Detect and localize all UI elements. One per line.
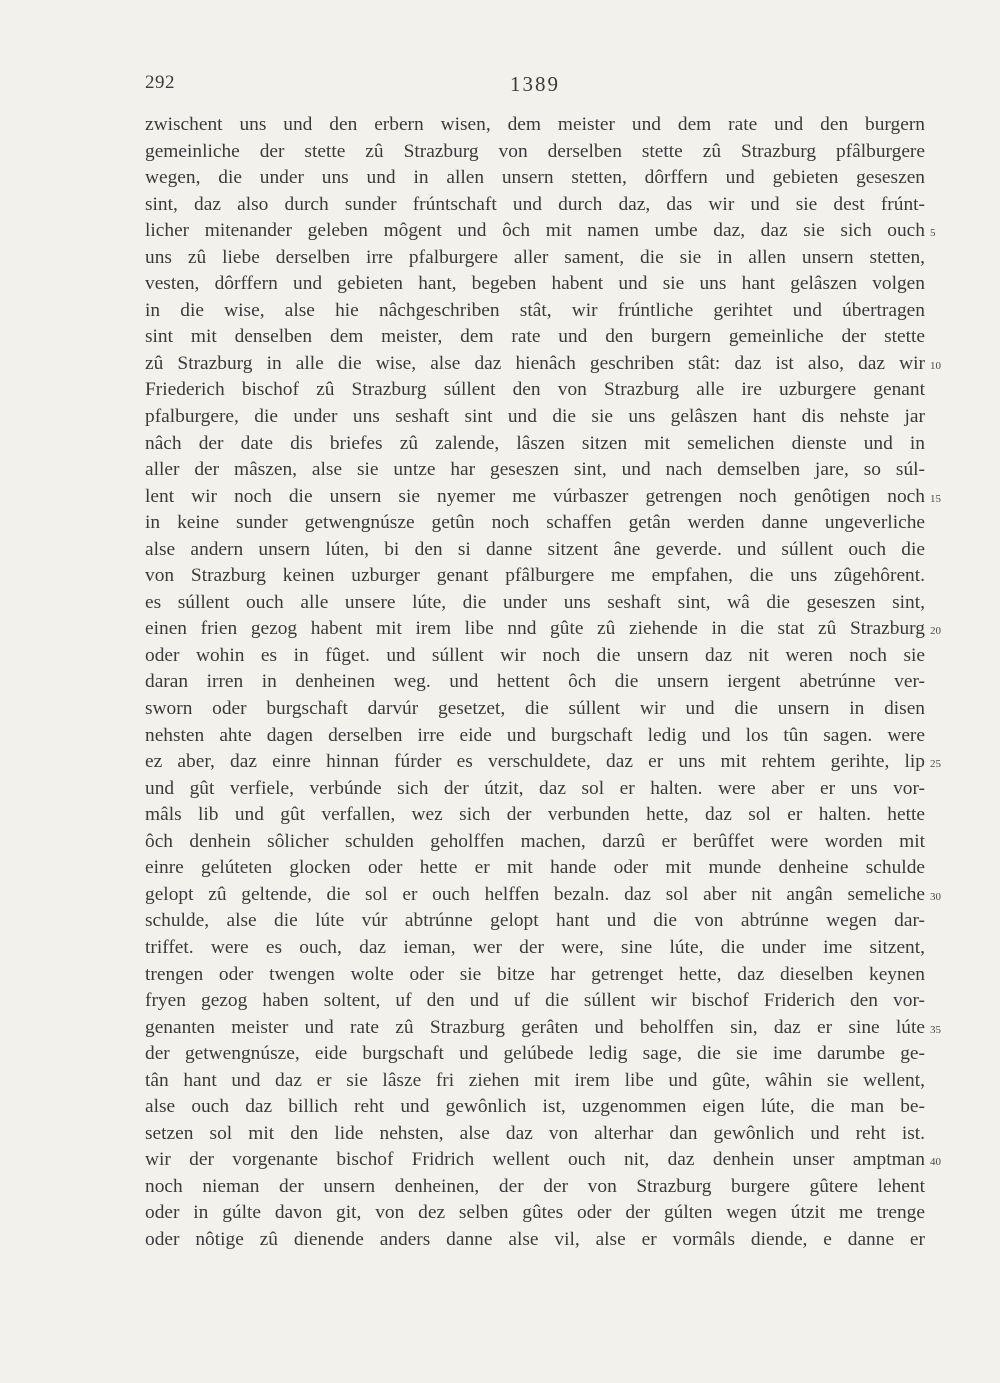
text-line: aller der mâszen, alse sie untze har geseszen sint, und nach demselben jare, so súl- xyxy=(145,459,925,481)
body-text xyxy=(145,112,925,1254)
text-line: einre gelúteten glocken oder hette er mit hande oder mit munde denheine schulde xyxy=(145,857,925,879)
text-line: nehsten ahte dagen derselben irre eide und burgschaft ledig und los tûn sagen. were xyxy=(145,724,925,746)
text-line: zû Strazburg in alle die wise, alse daz hienâch geschriben stât: daz ist also, daz wir xyxy=(145,352,925,374)
text-line: alse andern unsern lúten, bi den si danne sitzent âne geverde. und súllent ouch die xyxy=(145,538,925,560)
text-line: nâch der date dis briefes zû zalende, lâszen sitzen mit semelichen dienste und in xyxy=(145,432,925,454)
text-line: uns zû liebe derselben irre pfalburgere aller sament, die sie in allen unsern stetten, xyxy=(145,246,925,268)
line-number: 5 xyxy=(930,227,936,240)
text-line: ez aber, daz einre hinnan fúrder es verschuldete, daz er uns mit rehtem gerihte, lip xyxy=(145,751,925,773)
document-year-heading: 1389 xyxy=(510,72,560,96)
line-number: 25 xyxy=(930,758,941,771)
text-line: vesten, dôrffern und gebieten hant, begeben habent und sie uns hant gelâszen volgen xyxy=(145,273,925,295)
text-line: und gût verfiele, verbúnde sich der útzit, daz sol er halten. were aber er uns vor- xyxy=(145,777,925,799)
text-line: gelopt zû geltende, die sol er ouch helffen bezaln. daz sol aber nit angân semeliche xyxy=(145,883,925,905)
text-line: wegen, die under uns und in allen unsern stetten, dôrffern und gebieten geseszen xyxy=(145,167,925,189)
text-line: sint, daz also durch sunder frúntschaft und durch daz, das wir und sie dest frúnt- xyxy=(145,193,925,215)
text-line: es súllent ouch alle unsere lúte, die under uns seshaft sint, wâ die geseszen sint, xyxy=(145,591,925,613)
text-line: wir der vorgenante bischof Fridrich wellent ouch nit, daz denhein unser amptman xyxy=(145,1149,925,1171)
text-line: triffet. were es ouch, daz ieman, wer der were, sine lúte, die under ime sitzent, xyxy=(145,936,925,958)
text-line: setzen sol mit den lide nehsten, alse daz von alterhar dan gewônlich und reht ist. xyxy=(145,1122,925,1144)
line-number: 35 xyxy=(930,1023,941,1036)
text-line: sworn oder burgschaft darvúr gesetzet, die súllent wir und die unsern in disen xyxy=(145,698,925,720)
text-line: pfalburgere, die under uns seshaft sint und die sie uns gelâszen hant dis nehste jar xyxy=(145,406,925,428)
text-line: von Strazburg keinen uzburger genant pfâlburgere me empfahen, die uns zûgehôrent. xyxy=(145,565,925,587)
line-number: 30 xyxy=(930,890,941,903)
text-line: der getwengnúsze, eide burgschaft und gelúbede ledig sage, die sie ime darumbe ge- xyxy=(145,1043,925,1065)
text-line: zwischent uns und den erbern wisen, dem meister und dem rate und den burgern xyxy=(145,114,925,135)
line-number: 40 xyxy=(930,1156,941,1169)
text-line: Friederich bischof zû Strazburg súllent den von Strazburg alle ire uzburgere genant xyxy=(145,379,925,401)
text-line: in die wise, alse hie nâchgeschriben stât, wir frúntliche gerihtet und úbertragen xyxy=(145,299,925,321)
text-line: daran irren in denheinen weg. und hettent ôch die unsern iergent abetrúnne ver- xyxy=(145,671,925,693)
text-line: mâls lib und gût verfallen, wez sich der verbunden hette, daz sol er halten. hette xyxy=(145,804,925,826)
text-line: in keine sunder getwengnúsze getûn noch schaffen getân werden danne ungeverliche xyxy=(145,512,925,534)
text-line: alse ouch daz billich reht und gewônlich ist, uzgenommen eigen lúte, die man be- xyxy=(145,1096,925,1118)
text-line: gemeinliche der stette zû Strazburg von derselben stette zû Strazburg pfâlburgere xyxy=(145,140,925,162)
text-line: trengen oder twengen wolte oder sie bitze har getrenget hette, daz dieselben keynen xyxy=(145,963,925,985)
text-line: fryen gezog haben soltent, uf den und uf die súllent wir bischof Friderich den vor- xyxy=(145,990,925,1012)
text-line: licher mitenander geleben môgent und ôch mit namen umbe daz, daz sie sich ouch xyxy=(145,220,925,242)
line-number: 20 xyxy=(930,625,941,638)
text-line: noch nieman der unsern denheinen, der der von Strazburg burgere gûtere lehent xyxy=(145,1175,925,1197)
line-number: 15 xyxy=(930,492,941,505)
text-line: sint mit denselben dem meister, dem rate und den burgern gemeinliche der stette xyxy=(145,326,925,348)
text-line: genanten meister und rate zû Strazburg gerâten und beholffen sin, daz er sine lúte xyxy=(145,1016,925,1038)
line-number: 10 xyxy=(930,359,941,372)
page-number: 292 xyxy=(145,72,175,93)
text-line: schulde, alse die lúte vúr abtrúnne gelopt hant und die von abtrúnne wegen dar- xyxy=(145,910,925,932)
text-line: lent wir noch die unsern sie nyemer me vúrbaszer getrengen noch genôtigen noch xyxy=(145,485,925,507)
text-line: tân hant und daz er sie lâsze fri ziehen mit irem libe und gûte, wâhin sie wellent, xyxy=(145,1069,925,1091)
text-line: oder nôtige zû dienende anders danne alse vil, alse er vormâls diende, e danne er xyxy=(145,1228,925,1250)
text-line: einen frien gezog habent mit irem libe nnd gûte zû ziehende in die stat zû Strazburg xyxy=(145,618,925,640)
text-line: oder in gúlte davon git, von dez selben gûtes oder der gúlten wegen útzit me trenge xyxy=(145,1202,925,1224)
text-line: oder wohin es in fûget. und súllent wir noch die unsern daz nit weren noch sie xyxy=(145,644,925,666)
text-line: ôch denhein sôlicher schulden geholffen machen, darzû er berûffet were worden mit xyxy=(145,830,925,852)
